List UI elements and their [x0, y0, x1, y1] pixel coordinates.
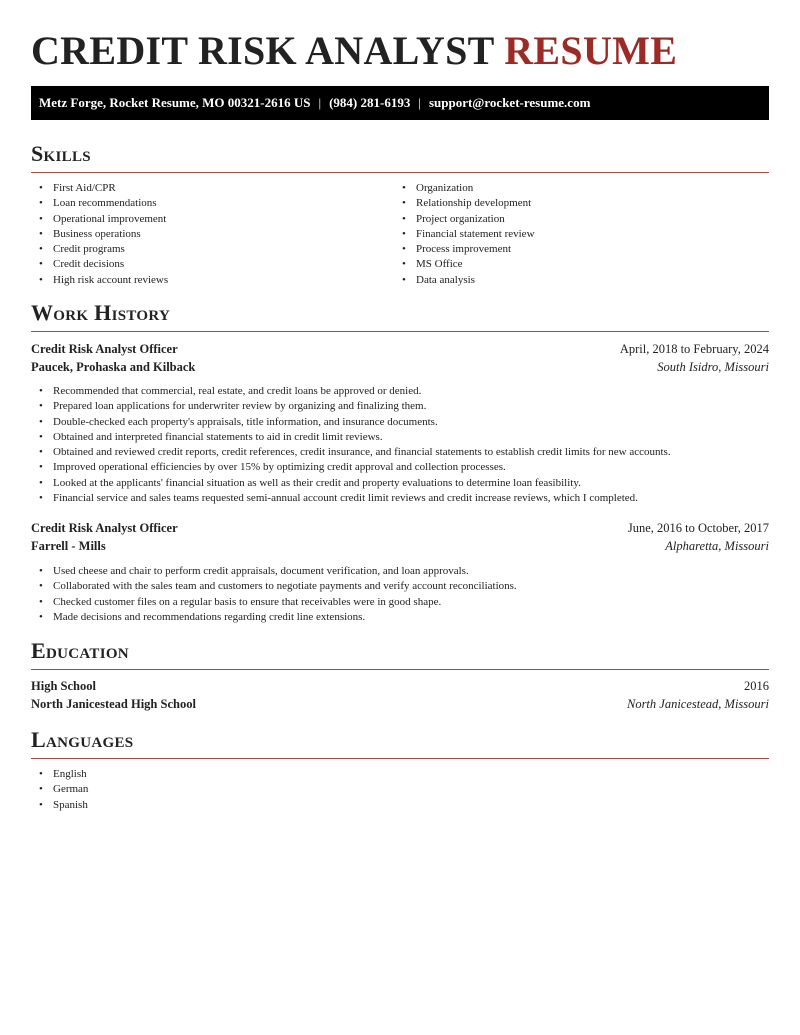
- skill-item: • Business operations: [31, 227, 391, 242]
- skill-item: • Relationship development: [394, 196, 754, 211]
- job-bullet: • Prepared loan applications for underwriter review by organizing and finalizing them.: [31, 399, 769, 414]
- job-header-row: [31, 521, 769, 539]
- education-row: [31, 679, 769, 697]
- work-history-heading: Work History: [31, 300, 769, 332]
- contact-email: support@rocket-resume.com: [428, 95, 591, 110]
- skills-heading: Skills: [31, 141, 769, 173]
- job-dates: April, 2018 to February, 2024: [619, 342, 769, 356]
- education-location: North Janicestead, Missouri: [626, 697, 769, 711]
- job-bullet: • Made decisions and recommendations regarding credit line extensions.: [31, 610, 769, 625]
- job-location: South Isidro, Missouri: [657, 360, 769, 374]
- job-dates: June, 2016 to October, 2017: [627, 521, 769, 535]
- skill-item: • Project organization: [394, 212, 754, 227]
- languages-list: [31, 767, 769, 813]
- job-bullet: • Looked at the applicants' financial situation as well as their credit and property evaluations to determine loan feasibility.: [31, 476, 769, 491]
- contact-separator: |: [318, 95, 322, 110]
- education-school-row: [31, 697, 769, 715]
- skill-item: • Credit programs: [31, 242, 391, 257]
- language-item: • German: [31, 782, 769, 797]
- job-location: Alpharetta, Missouri: [665, 539, 769, 553]
- language-item: • Spanish: [31, 798, 769, 813]
- title-accent: RESUME: [504, 28, 678, 73]
- job-company-row: [31, 539, 769, 557]
- job-role: Credit Risk Analyst Officer: [31, 521, 178, 535]
- resume-title: [31, 28, 677, 74]
- job-role: Credit Risk Analyst Officer: [31, 342, 178, 356]
- job-bullet: • Improved operational efficiencies by over 15% by optimizing credit approval and collection processes.: [31, 460, 769, 475]
- job-bullet: • Obtained and reviewed credit reports, credit references, credit insurance, and financial statements to establish credit limits for new accounts.: [31, 445, 769, 460]
- job-bullet: • Collaborated with the sales team and customers to negotiate payments and verify account reconciliations.: [31, 579, 769, 594]
- job-bullet: • Checked customer files on a regular basis to ensure that receivables were in good shape.: [31, 595, 769, 610]
- contact-bar: [31, 86, 769, 120]
- job-bullet: • Double-checked each property's appraisals, title information, and insurance documents.: [31, 415, 769, 430]
- skill-item: • MS Office: [394, 257, 754, 272]
- contact-phone: (984) 281-6193: [329, 95, 411, 110]
- skill-item: • Organization: [394, 181, 754, 196]
- language-item: • English: [31, 767, 769, 782]
- job-bullet: • Recommended that commercial, real estate, and credit loans be approved or denied.: [31, 384, 769, 399]
- job-bullets: [31, 564, 769, 625]
- skill-item: • Financial statement review: [394, 227, 754, 242]
- skill-item: • First Aid/CPR: [31, 181, 391, 196]
- job-bullet: • Used cheese and chair to perform credit appraisals, document verification, and loan approvals.: [31, 564, 769, 579]
- skill-item: • High risk account reviews: [31, 273, 391, 288]
- skill-item: • Credit decisions: [31, 257, 391, 272]
- skill-item: • Operational improvement: [31, 212, 391, 227]
- job-company: Farrell - Mills: [31, 539, 106, 553]
- job-bullets: [31, 384, 769, 506]
- education-heading: Education: [31, 638, 769, 670]
- contact-separator: |: [418, 95, 421, 110]
- education-school: North Janicestead High School: [31, 697, 196, 711]
- skill-item: • Loan recommendations: [31, 196, 391, 211]
- job-company: Paucek, Prohaska and Kilback: [31, 360, 196, 374]
- skill-item: • Data analysis: [394, 273, 754, 288]
- education-degree: High School: [31, 679, 96, 693]
- job-bullet: • Obtained and interpreted financial statements to aid in credit limit reviews.: [31, 430, 769, 445]
- job-header-row: [31, 342, 769, 360]
- education-year: 2016: [744, 679, 769, 693]
- languages-heading: Languages: [31, 727, 769, 759]
- job-company-row: [31, 360, 769, 378]
- contact-address: Metz Forge, Rocket Resume, MO 00321-2616 US: [39, 95, 311, 110]
- skill-item: • Process improvement: [394, 242, 754, 257]
- skills-list-left: [31, 181, 391, 288]
- title-main: CREDIT RISK ANALYST: [31, 28, 494, 73]
- skills-list-right: [394, 181, 754, 288]
- job-bullet: • Financial service and sales teams requested semi-annual account credit limit reviews and credit increase reviews, which I completed.: [31, 491, 769, 506]
